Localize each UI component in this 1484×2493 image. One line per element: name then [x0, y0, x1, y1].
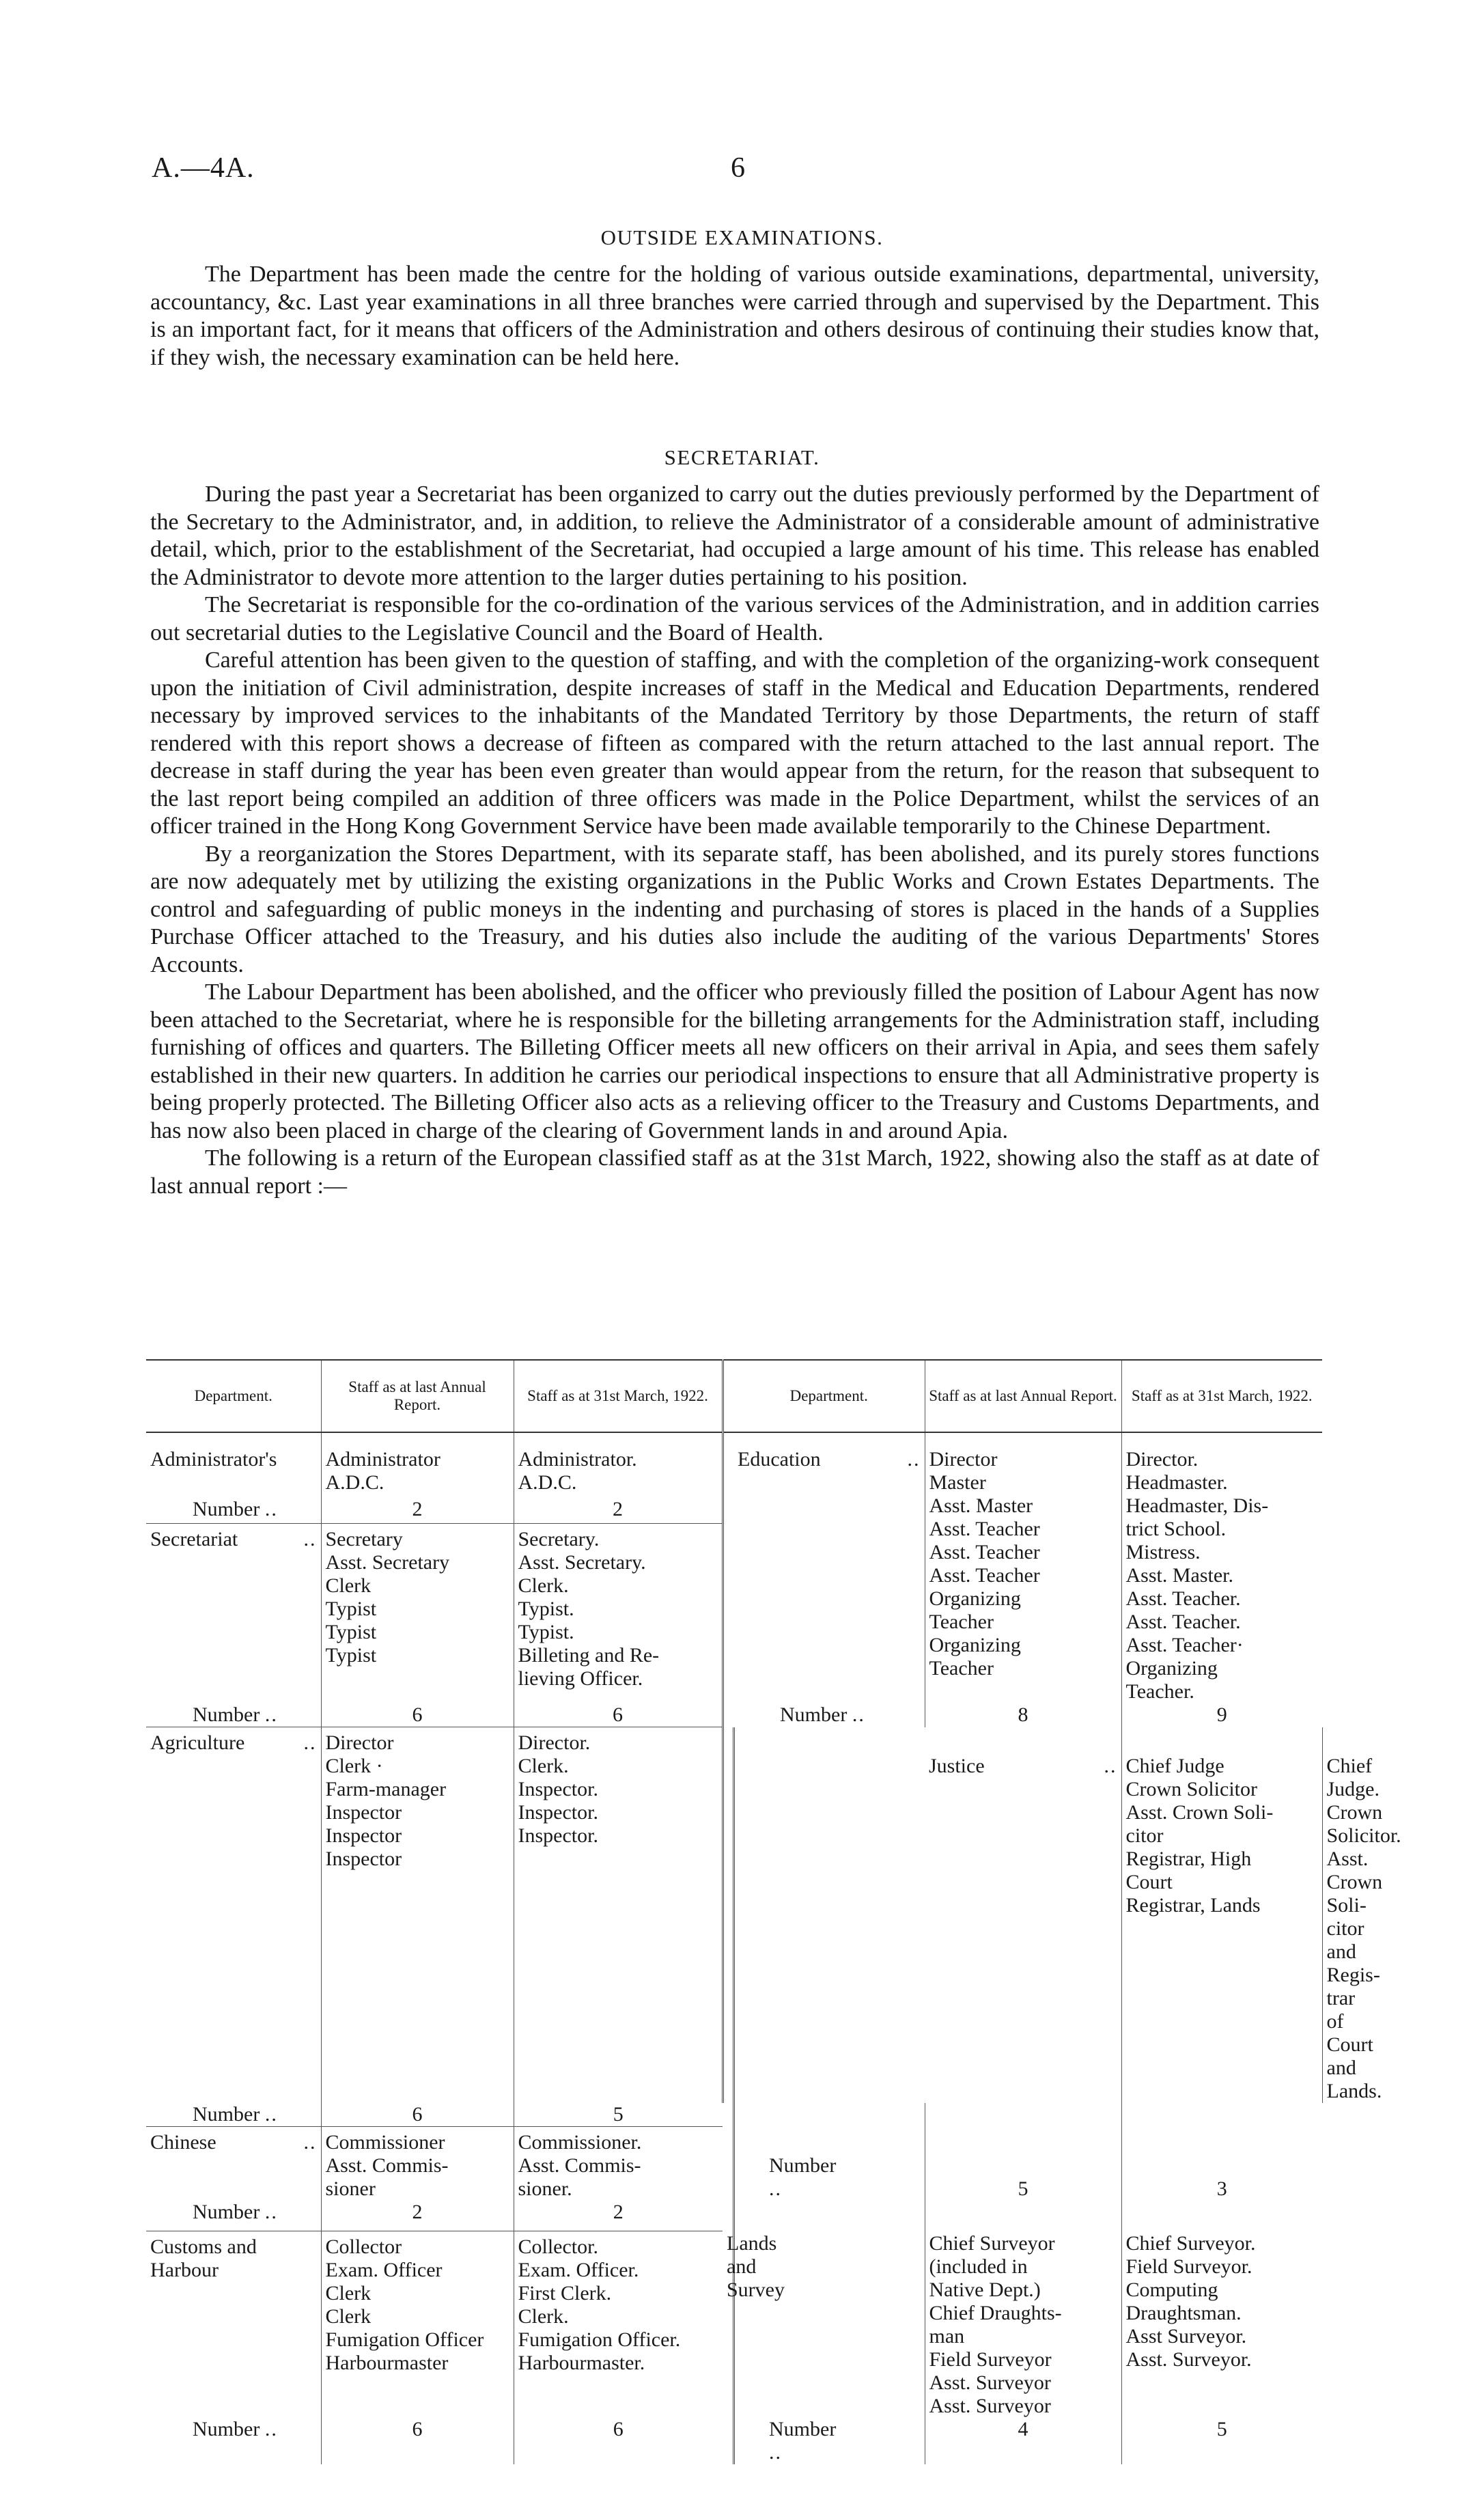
table-header-row [146, 1360, 1322, 1432]
outside-examinations-heading: OUTSIDE EXAMINATIONS. [600, 225, 884, 249]
header-last-report: Staff as at last Annual Report. [321, 1360, 514, 1432]
cell-last: Collector Exam. Officer Clerk Clerk Fumigation Officer Harbourmaster [321, 2231, 514, 2417]
paragraph: Careful attention has been given to the question of staffing, and with the completion of the organizing-work consequent upon the initiation of Civil administration, despite increases of staff in the Medical and Education Departments, rendered necessary by improved services to the inhabitants of the Mandated Territory by those Departments, the return of staff rendered with this report shows a decrease of fifteen as compared with the return attached to the last annual report. The decrease in staff during the year has been even greater than would appear from the return, for the reason that subsequent to the last report being compiled an addition of three officers was made in the Police Department, whilst the services of an officer trained in the Hong Kong Government Service have been made available temporarily to the Chinese Department. [150, 647, 1319, 839]
cell-last: Secretary Asst. Secretary Clerk Typist Typist Typist [321, 1523, 514, 1703]
cell-last: Chief Surveyor (included in Native Dept.) Chief Draughts- man Field Surveyor Asst. Surveyor Asst. Surveyor [925, 2201, 1121, 2418]
cell-current: Director. Headmaster. Headmaster, Dis- trict School. Mistress. Asst. Master. Asst. Teacher. Asst. Teacher. Asst. Teacher· Organizing Teacher. [1121, 1448, 1322, 1703]
cell-current: Administrator. A.D.C. [514, 1448, 723, 1498]
number-row: Number .. 6 6 Number .. 4 5 [146, 2418, 1322, 2464]
cell-last: Commissioner Asst. Commis- sioner [321, 2126, 514, 2201]
paragraph: By a reorganization the Stores Department, with its separate staff, has been abolished, and its purely stores functions are now adequately met by utilizing the existing organizations in the Public Works and Crown Estates Departments. The control and safeguarding of public moneys in the indenting and purchasing of stores is placed in the hands of a Supplies Purchase Officer attached to the Treasury, and his duties also include the auditing of the various Departments' Stores Accounts. [150, 841, 1319, 977]
staff-return-table [146, 1359, 1401, 2464]
header-last-report-right: Staff as at last Annual Report. [925, 1360, 1121, 1432]
paragraph: The Department has been made the centre for the holding of various outside examinations, departmental, university, accountancy, &c. Last year examinations in all three branches were carried through and supervised by the Department. This is an important fact, for it means that officers of the Administration and others desirous of continuing their studies know that, if they wish, the necessary examination can be held here. [150, 262, 1319, 370]
cell-last: Director Clerk · Farm-manager Inspector Inspector Inspector [321, 1727, 514, 2103]
document-reference: A.—4A. [152, 152, 255, 184]
header-department: Department. [146, 1360, 321, 1432]
outside-examinations-body [150, 261, 1319, 372]
header-march-1922: Staff as at 31st March, 1922. [514, 1360, 723, 1432]
header-march-1922-right: Staff as at 31st March, 1922. [1121, 1360, 1322, 1432]
dept-lands-and-survey: Lands and Survey [727, 2231, 785, 2301]
number-row: Number .. 2 2 [146, 1498, 1322, 1523]
paragraph: The following is a return of the European classified staff as at the 31st March, 1922, showing also the staff as at date of last annual report :— [150, 1145, 1319, 1199]
number-row: Number .. 6 5 Number .. 5 3 [146, 2103, 1322, 2127]
secretariat-heading: SECRETARIAT. [664, 445, 820, 469]
header-department-right: Department. [733, 1360, 925, 1432]
paragraph: During the past year a Secretariat has been organized to carry out the duties previously performed by the Department of the Secretary to the Administrator, and, in addition, to relieve the Administrator of a considerable amount of administrative detail, which, prior to the establishment of the Secretariat, had occupied a large amount of his time. This release has enabled the Administrator to devote more attention to the larger duties pertaining to his position. [150, 482, 1319, 590]
paragraph: The Secretariat is responsible for the co-ordination of the various services of the Administration, and in addition carries out secretarial duties to the Legislative Council and the Board of Health. [150, 592, 1319, 645]
table-row [146, 1448, 1322, 1498]
dept-agriculture: Agriculture .. [150, 1731, 317, 1754]
cell-current: Secretary. Asst. Secretary. Clerk. Typist. Typist. Billeting and Re- lieving Officer. [514, 1523, 723, 1703]
cell-current: Director. Clerk. Inspector. Inspector. Inspector. [514, 1727, 723, 2103]
dept-customs-and-harbour: Customs and Harbour [150, 2235, 257, 2281]
cell-last: Chief Judge Crown Solicitor Asst. Crown Soli- citor Registrar, High Court Registrar, Lands [1121, 1727, 1322, 2103]
dept-education: Education .. [738, 1448, 921, 1471]
cell-last: Administrator A.D.C. [321, 1448, 514, 1498]
cell-current: Collector. Exam. Officer. First Clerk. Clerk. Fumigation Officer. Harbourmaster. [514, 2231, 723, 2417]
cell-current: Commissioner. Asst. Commis- sioner. [514, 2126, 723, 2201]
dept-justice: Justice .. [929, 1754, 1117, 1777]
dept-secretariat: Secretariat .. [150, 1527, 317, 1550]
number-row: Number .. 6 6 Number .. 8 9 [146, 1703, 1322, 1727]
header-gap [723, 1360, 733, 1432]
dept-chinese: Chinese .. [150, 2130, 317, 2154]
secretariat-body [150, 481, 1319, 1200]
paragraph: The Labour Department has been abolished, and the officer who previously filled the position of Labour Agent has now been attached to the Secretariat, where he is responsible for the billeting arrangements for the Administration staff, including furnishing of offices and quarters. The Billeting Officer meets all new officers on their arrival in Apia, and sees them safely established in their new quarters. In addition he carries our periodical inspections to ensure that all Administrative property is being properly protected. The Billeting Officer also acts as a relieving officer to the Treasury and Customs Departments, and has now also been placed in charge of the clearing of Government lands in and around Apia. [150, 979, 1319, 1143]
page-number: 6 [731, 152, 745, 184]
dept-administrators: Administrator's [150, 1448, 277, 1471]
number-row: Number .. 2 2 Lands and Survey Chief Surveyor (included in Native Dept.) Chief Draughts- man Field Surveyor Asst. Surveyor Asst. Surveyor Chief Surveyor. Field Surveyor. Computing Draughtsman. Asst Surveyor. Asst. Surveyor. [146, 2201, 1322, 2231]
cell-current: Chief Surveyor. Field Surveyor. Computing Draughtsman. Asst Surveyor. Asst. Surveyor. [1121, 2201, 1322, 2418]
cell-last: Director Master Asst. Master Asst. Teacher Asst. Teacher Asst. Teacher Organizing Teacher Organizing Teacher [925, 1448, 1121, 1703]
table-row: Agriculture .. Director Clerk · Farm-manager Inspector Inspector Inspector Director. Clerk. Inspector. Inspector. Inspector. Justice .. Chief Judge Crown Solicitor Asst. Crown Soli- citor Registrar, High Court Registrar, Lands Chief Judge. Crown Solicitor. Asst. Crown Soli- citor and Regis- trar of Court and Lands. [146, 1727, 1322, 2103]
